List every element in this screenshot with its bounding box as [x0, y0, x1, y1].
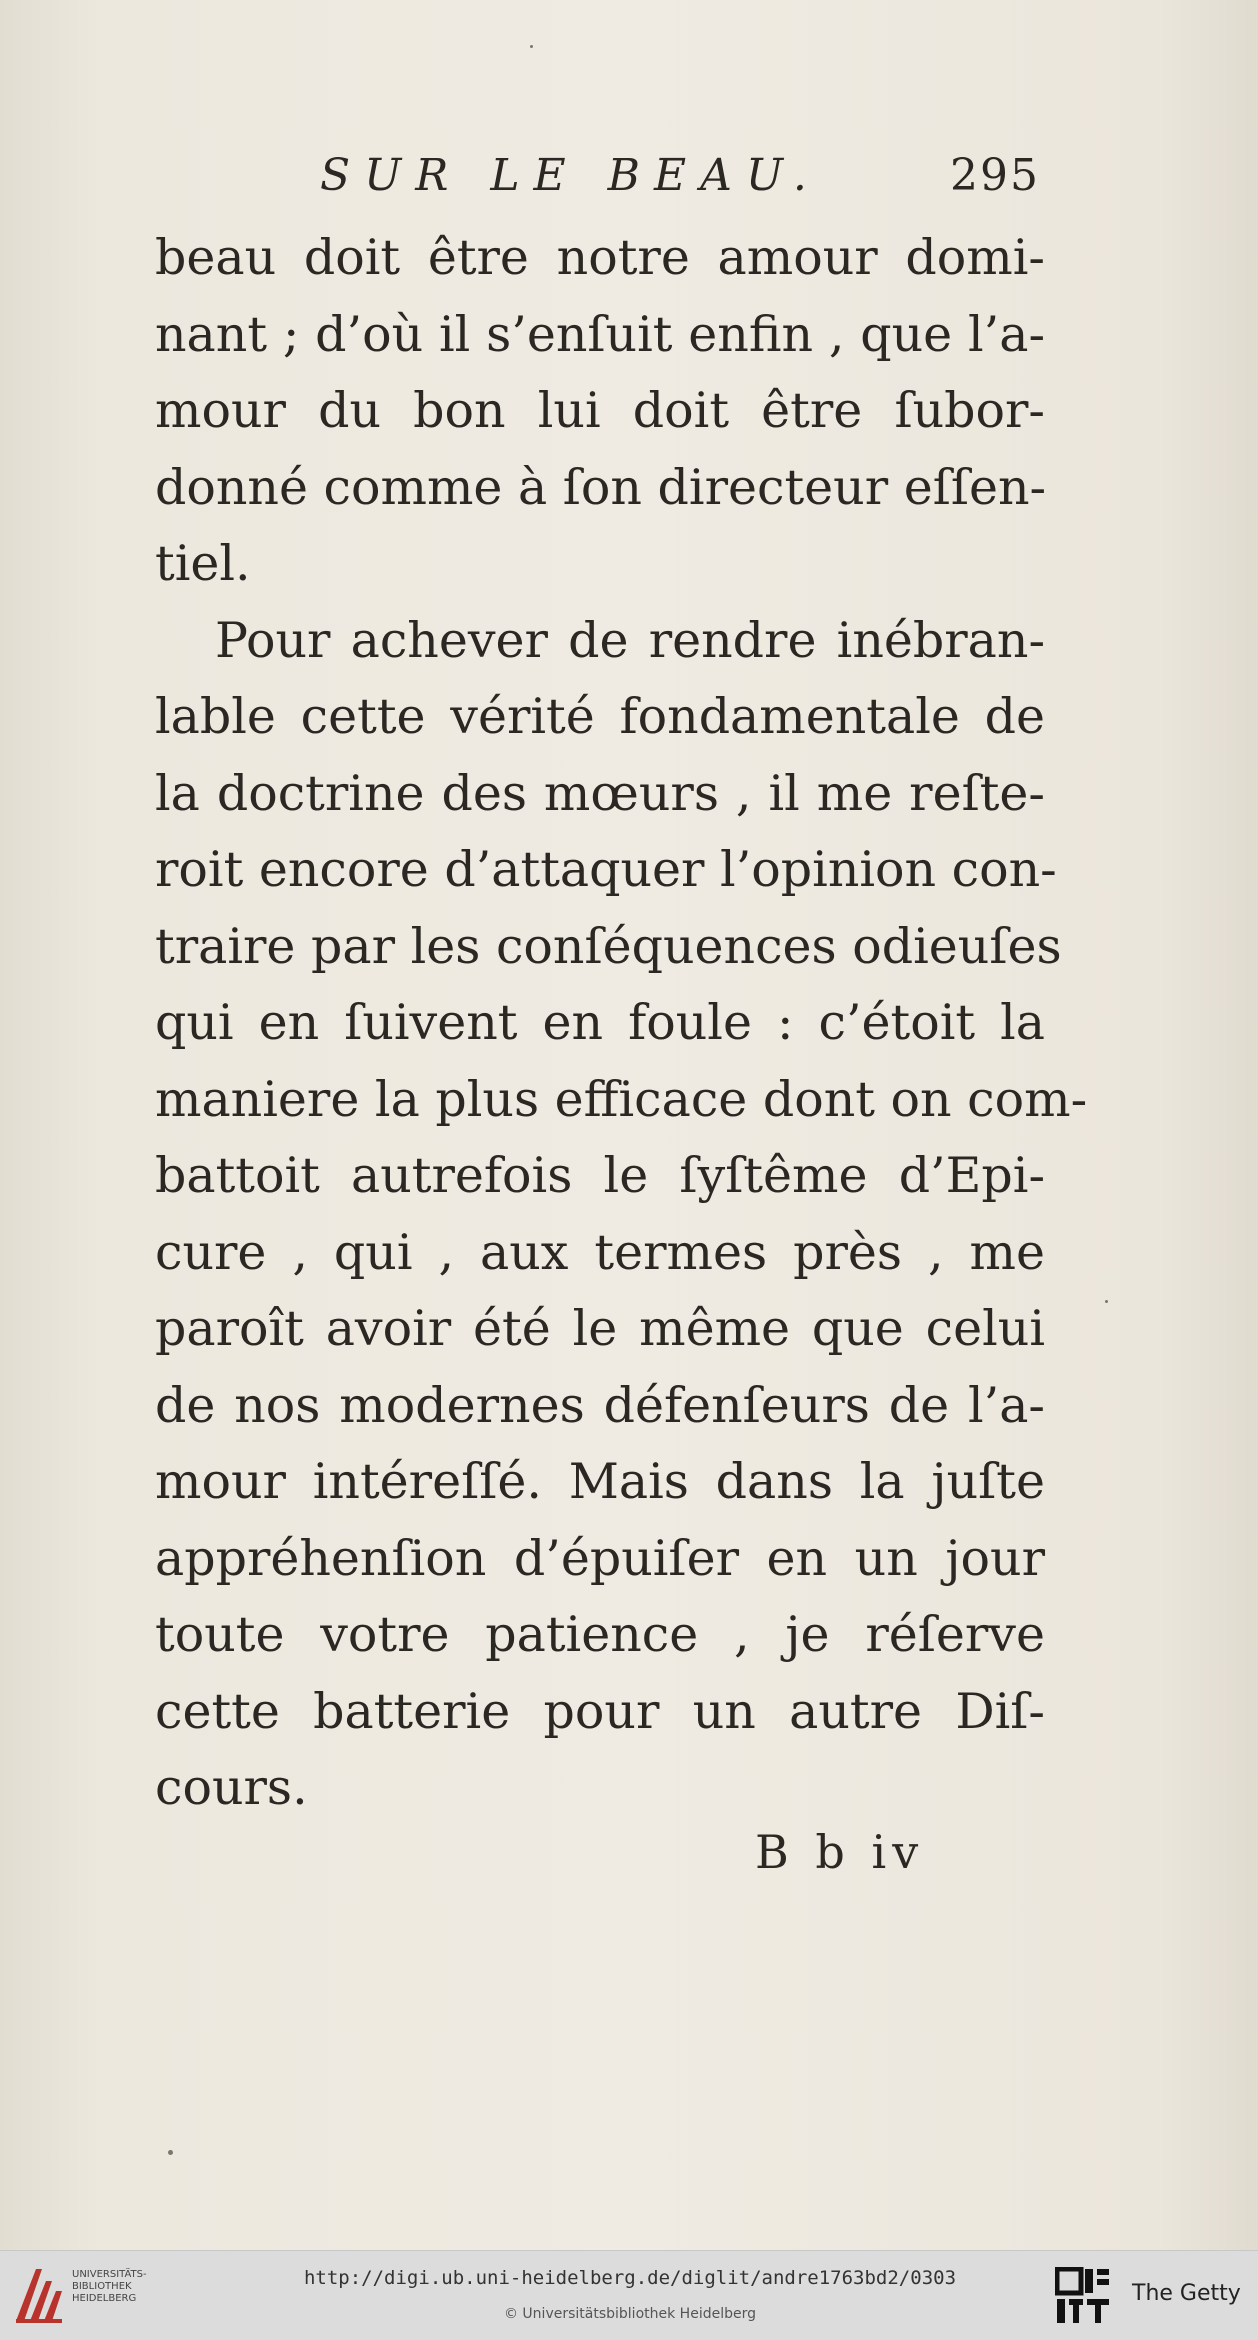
text-line: la doctrine des mœurs , il me reſte- — [155, 764, 1045, 822]
text-line: mour intéreſſé. Mais dans la juſte — [155, 1453, 1045, 1510]
text-line: donné comme à ſon directeur eſſen- — [155, 458, 1047, 516]
text-line: lable cette vérité fondamentale de — [155, 688, 1045, 745]
text-line: toute votre patience , je réſerve — [155, 1606, 1045, 1663]
text-line: battoit autrefois le ſyſtême d’Epi- — [155, 1147, 1045, 1204]
signature-mark: B b iv — [755, 1825, 925, 1879]
text-line: qui en ſuivent en foule : c’étoit la — [155, 994, 1045, 1051]
text-line: de nos modernes défenſeurs de l’a- — [155, 1376, 1045, 1434]
library-name-line: HEIDELBERG — [72, 2293, 137, 2304]
university-library-logo-icon — [12, 2263, 66, 2325]
copyright-notice: © Universitätsbibliothek Heidelberg — [503, 2306, 756, 2322]
text-line: cours. — [155, 1759, 308, 1816]
text-line: nant ; d’où il s’enſuit enfin , que l’a- — [155, 305, 1045, 363]
library-name — [72, 2269, 192, 2305]
text-line: maniere la plus efficace dont on com- — [155, 1070, 1088, 1128]
text-line: roit encore d’attaquer l’opinion con- — [155, 841, 1057, 898]
text-line: appréhenſion d’épuiſer en un jour — [155, 1529, 1045, 1587]
library-name-line: BIBLIOTHEK — [72, 2281, 132, 2292]
permalink-url[interactable]: http://digi.ub.uni-heidelberg.de/diglit/andre1763bd2/0303 — [303, 2267, 957, 2289]
text-line: mour du bon lui doit être ſubor- — [155, 382, 1045, 439]
paragraph-first-line: Pour achever de rendre inébran- — [215, 611, 1045, 669]
footer-bar — [0, 2250, 1258, 2340]
paper-speck — [1105, 1300, 1108, 1303]
library-name-line: UNIVERSITÄTS- — [72, 2269, 147, 2280]
paper-speck — [168, 2150, 173, 2155]
text-line: beau doit être notre amour domi- — [155, 229, 1045, 286]
paper-speck — [530, 45, 533, 48]
text-line: paroît avoir été le même que celui — [155, 1300, 1045, 1357]
text-line: cure , qui , aux termes près , me — [155, 1223, 1045, 1281]
text-line: traire par les conſéquences odieuſes — [155, 917, 1062, 975]
page-number: 295 — [950, 150, 1040, 201]
text-line: cette batterie pour un autre Diſ- — [155, 1682, 1045, 1740]
running-head — [320, 150, 1040, 210]
partner-name: The Getty — [1132, 2281, 1241, 2306]
running-title: SUR LE BEAU. — [320, 150, 821, 201]
getty-logo-icon — [1055, 2267, 1111, 2325]
body-text — [155, 220, 1088, 1827]
text-line: tiel. — [155, 535, 251, 592]
